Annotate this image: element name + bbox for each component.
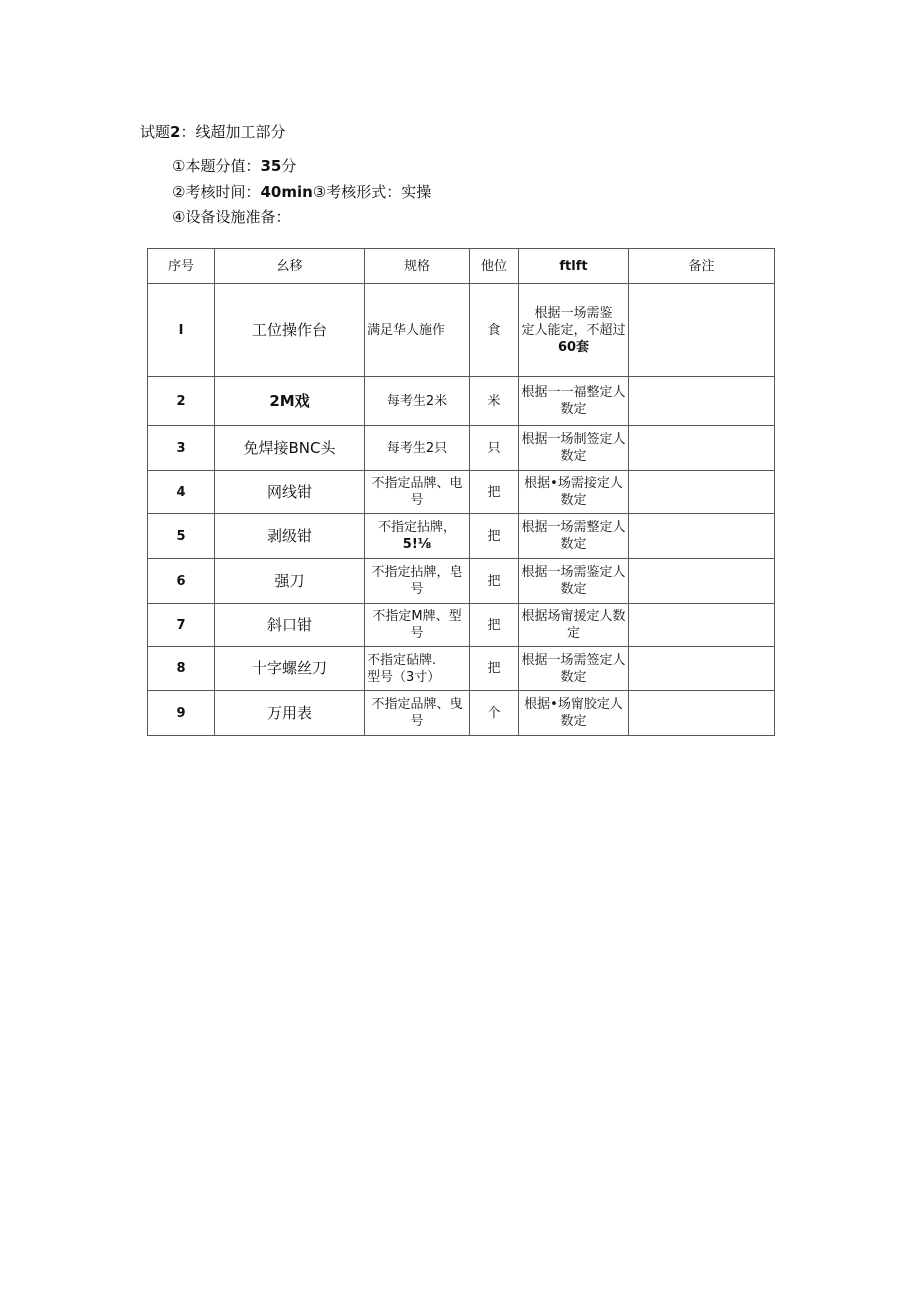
row-qty bbox=[519, 377, 629, 426]
row-name: 万用表 bbox=[215, 691, 365, 736]
spec-line-1: 不指定拈牌，皂 bbox=[371, 565, 463, 580]
row-spec: 每考生2只 bbox=[365, 426, 470, 471]
header-qty: ftlft bbox=[519, 249, 629, 284]
row-seq: 5 bbox=[148, 514, 215, 559]
row-seq: I bbox=[148, 284, 215, 377]
spec-line-1: 不指定品牌、曳 bbox=[371, 697, 463, 712]
row-note bbox=[629, 691, 775, 736]
qty-line-2: 数定 bbox=[560, 669, 587, 685]
qty-line-2: 定 bbox=[566, 626, 580, 641]
qty-line-1: 根据•场需接定人 bbox=[524, 476, 623, 491]
row-unit: 把 bbox=[470, 604, 519, 647]
row-note bbox=[629, 559, 775, 604]
row-spec bbox=[365, 647, 470, 691]
row-unit: 把 bbox=[470, 514, 519, 559]
row-name: 工位操作台 bbox=[215, 284, 365, 377]
row-name: 免焊接BNC头 bbox=[215, 426, 365, 471]
equipment-line: ④设备设施准备： bbox=[172, 208, 291, 226]
row-name: 斜口钳 bbox=[215, 604, 365, 647]
row-qty bbox=[519, 691, 629, 736]
time-value: 40min bbox=[260, 183, 313, 201]
row-note bbox=[629, 426, 775, 471]
row-unit: 把 bbox=[470, 471, 519, 514]
form-value: 实操 bbox=[401, 183, 432, 201]
qty-line-3: 60套 bbox=[557, 339, 590, 355]
qty-line-2: 数定 bbox=[560, 449, 587, 464]
qty-line-1: 根据场甯援定人数 bbox=[521, 609, 626, 624]
row-spec bbox=[365, 471, 470, 514]
row-seq: 3 bbox=[148, 426, 215, 471]
header-seq: 序号 bbox=[148, 249, 215, 284]
table-row bbox=[148, 559, 775, 604]
row-note bbox=[629, 647, 775, 691]
row-qty bbox=[519, 426, 629, 471]
row-seq: 2 bbox=[148, 377, 215, 426]
header-spec: 规格 bbox=[365, 249, 470, 284]
row-name: 2M戏 bbox=[215, 377, 365, 426]
time-label: ②考核时间： bbox=[172, 183, 261, 201]
row-seq: 9 bbox=[148, 691, 215, 736]
row-name: 十字螺丝刀 bbox=[215, 647, 365, 691]
heading-suffix: ：线超加工部分 bbox=[180, 123, 286, 141]
spec-line-2: 号 bbox=[410, 714, 424, 729]
row-name: 剥级钳 bbox=[215, 514, 365, 559]
row-note bbox=[629, 377, 775, 426]
score-line bbox=[172, 155, 296, 176]
spec-line-1: 不指定M牌、型 bbox=[372, 609, 462, 624]
qty-line-1: 根据一场需整定人 bbox=[521, 520, 626, 535]
question-heading bbox=[140, 121, 285, 142]
row-unit: 把 bbox=[470, 647, 519, 691]
row-seq: 7 bbox=[148, 604, 215, 647]
row-spec: 每考生2米 bbox=[365, 377, 470, 426]
time-line bbox=[172, 181, 431, 202]
table-row bbox=[148, 426, 775, 471]
table-row bbox=[148, 471, 775, 514]
spec-line-1: 不指定砧牌. bbox=[367, 652, 437, 668]
spec-line-1: 不指定品牌、电 bbox=[371, 476, 463, 491]
table-row bbox=[148, 647, 775, 691]
table-row bbox=[148, 377, 775, 426]
qty-line-2: 数定 bbox=[560, 714, 587, 729]
qty-line-2: 定人能定，不超过 bbox=[521, 322, 626, 338]
row-unit: 米 bbox=[470, 377, 519, 426]
qty-line-2: 数定 bbox=[560, 582, 587, 597]
row-qty bbox=[519, 559, 629, 604]
row-qty bbox=[519, 471, 629, 514]
spec-line-2: 号 bbox=[410, 626, 424, 641]
equipment-table bbox=[147, 248, 775, 736]
qty-line-2: 数定 bbox=[560, 493, 587, 508]
row-qty bbox=[519, 514, 629, 559]
score-unit: 分 bbox=[281, 157, 297, 175]
table-row bbox=[148, 691, 775, 736]
qty-line-1: 根据一场需鉴定人 bbox=[521, 565, 626, 580]
qty-line-1: 根据一场需鉴 bbox=[534, 305, 613, 321]
spec-line-1: 不指定拈牌， bbox=[377, 520, 456, 535]
header-note: 备注 bbox=[629, 249, 775, 284]
row-qty bbox=[519, 284, 629, 377]
score-label: ①本题分值： bbox=[172, 157, 261, 175]
row-note bbox=[629, 284, 775, 377]
row-name: 网线钳 bbox=[215, 471, 365, 514]
row-spec bbox=[365, 559, 470, 604]
row-spec: 满足华人施作 bbox=[365, 284, 470, 377]
spec-line-2: 号 bbox=[410, 582, 424, 597]
row-note bbox=[629, 604, 775, 647]
heading-number: 2 bbox=[170, 123, 181, 141]
qty-line-1: 根据一场需签定人 bbox=[521, 652, 626, 668]
row-spec bbox=[365, 514, 470, 559]
qty-line-2: 数定 bbox=[560, 402, 587, 417]
qty-line-1: 根据一场制签定人 bbox=[521, 432, 626, 447]
qty-line-1: 根据一一福整定人 bbox=[521, 385, 626, 400]
row-unit: 个 bbox=[470, 691, 519, 736]
row-qty bbox=[519, 604, 629, 647]
qty-line-1: 根据•场甯胶定人 bbox=[524, 697, 623, 712]
qty-line-2: 数定 bbox=[560, 537, 587, 552]
row-unit: 只 bbox=[470, 426, 519, 471]
form-label: ③考核形式： bbox=[312, 183, 402, 201]
row-unit: 把 bbox=[470, 559, 519, 604]
spec-line-2: 型号（3寸） bbox=[367, 669, 441, 685]
row-seq: 8 bbox=[148, 647, 215, 691]
table-row bbox=[148, 514, 775, 559]
score-value: 35 bbox=[260, 157, 282, 175]
heading-prefix: 试题 bbox=[140, 123, 171, 141]
row-spec bbox=[365, 604, 470, 647]
row-seq: 6 bbox=[148, 559, 215, 604]
row-seq: 4 bbox=[148, 471, 215, 514]
spec-line-2: 号 bbox=[410, 493, 424, 508]
row-qty bbox=[519, 647, 629, 691]
header-unit: 他位 bbox=[470, 249, 519, 284]
row-note bbox=[629, 471, 775, 514]
table-row bbox=[148, 284, 775, 377]
table-header-row bbox=[148, 249, 775, 284]
header-name: 幺移 bbox=[215, 249, 365, 284]
row-name: 强刀 bbox=[215, 559, 365, 604]
spec-line-2: 5!⅛ bbox=[402, 537, 432, 552]
row-note bbox=[629, 514, 775, 559]
row-unit: 食 bbox=[470, 284, 519, 377]
table-row bbox=[148, 604, 775, 647]
row-spec bbox=[365, 691, 470, 736]
